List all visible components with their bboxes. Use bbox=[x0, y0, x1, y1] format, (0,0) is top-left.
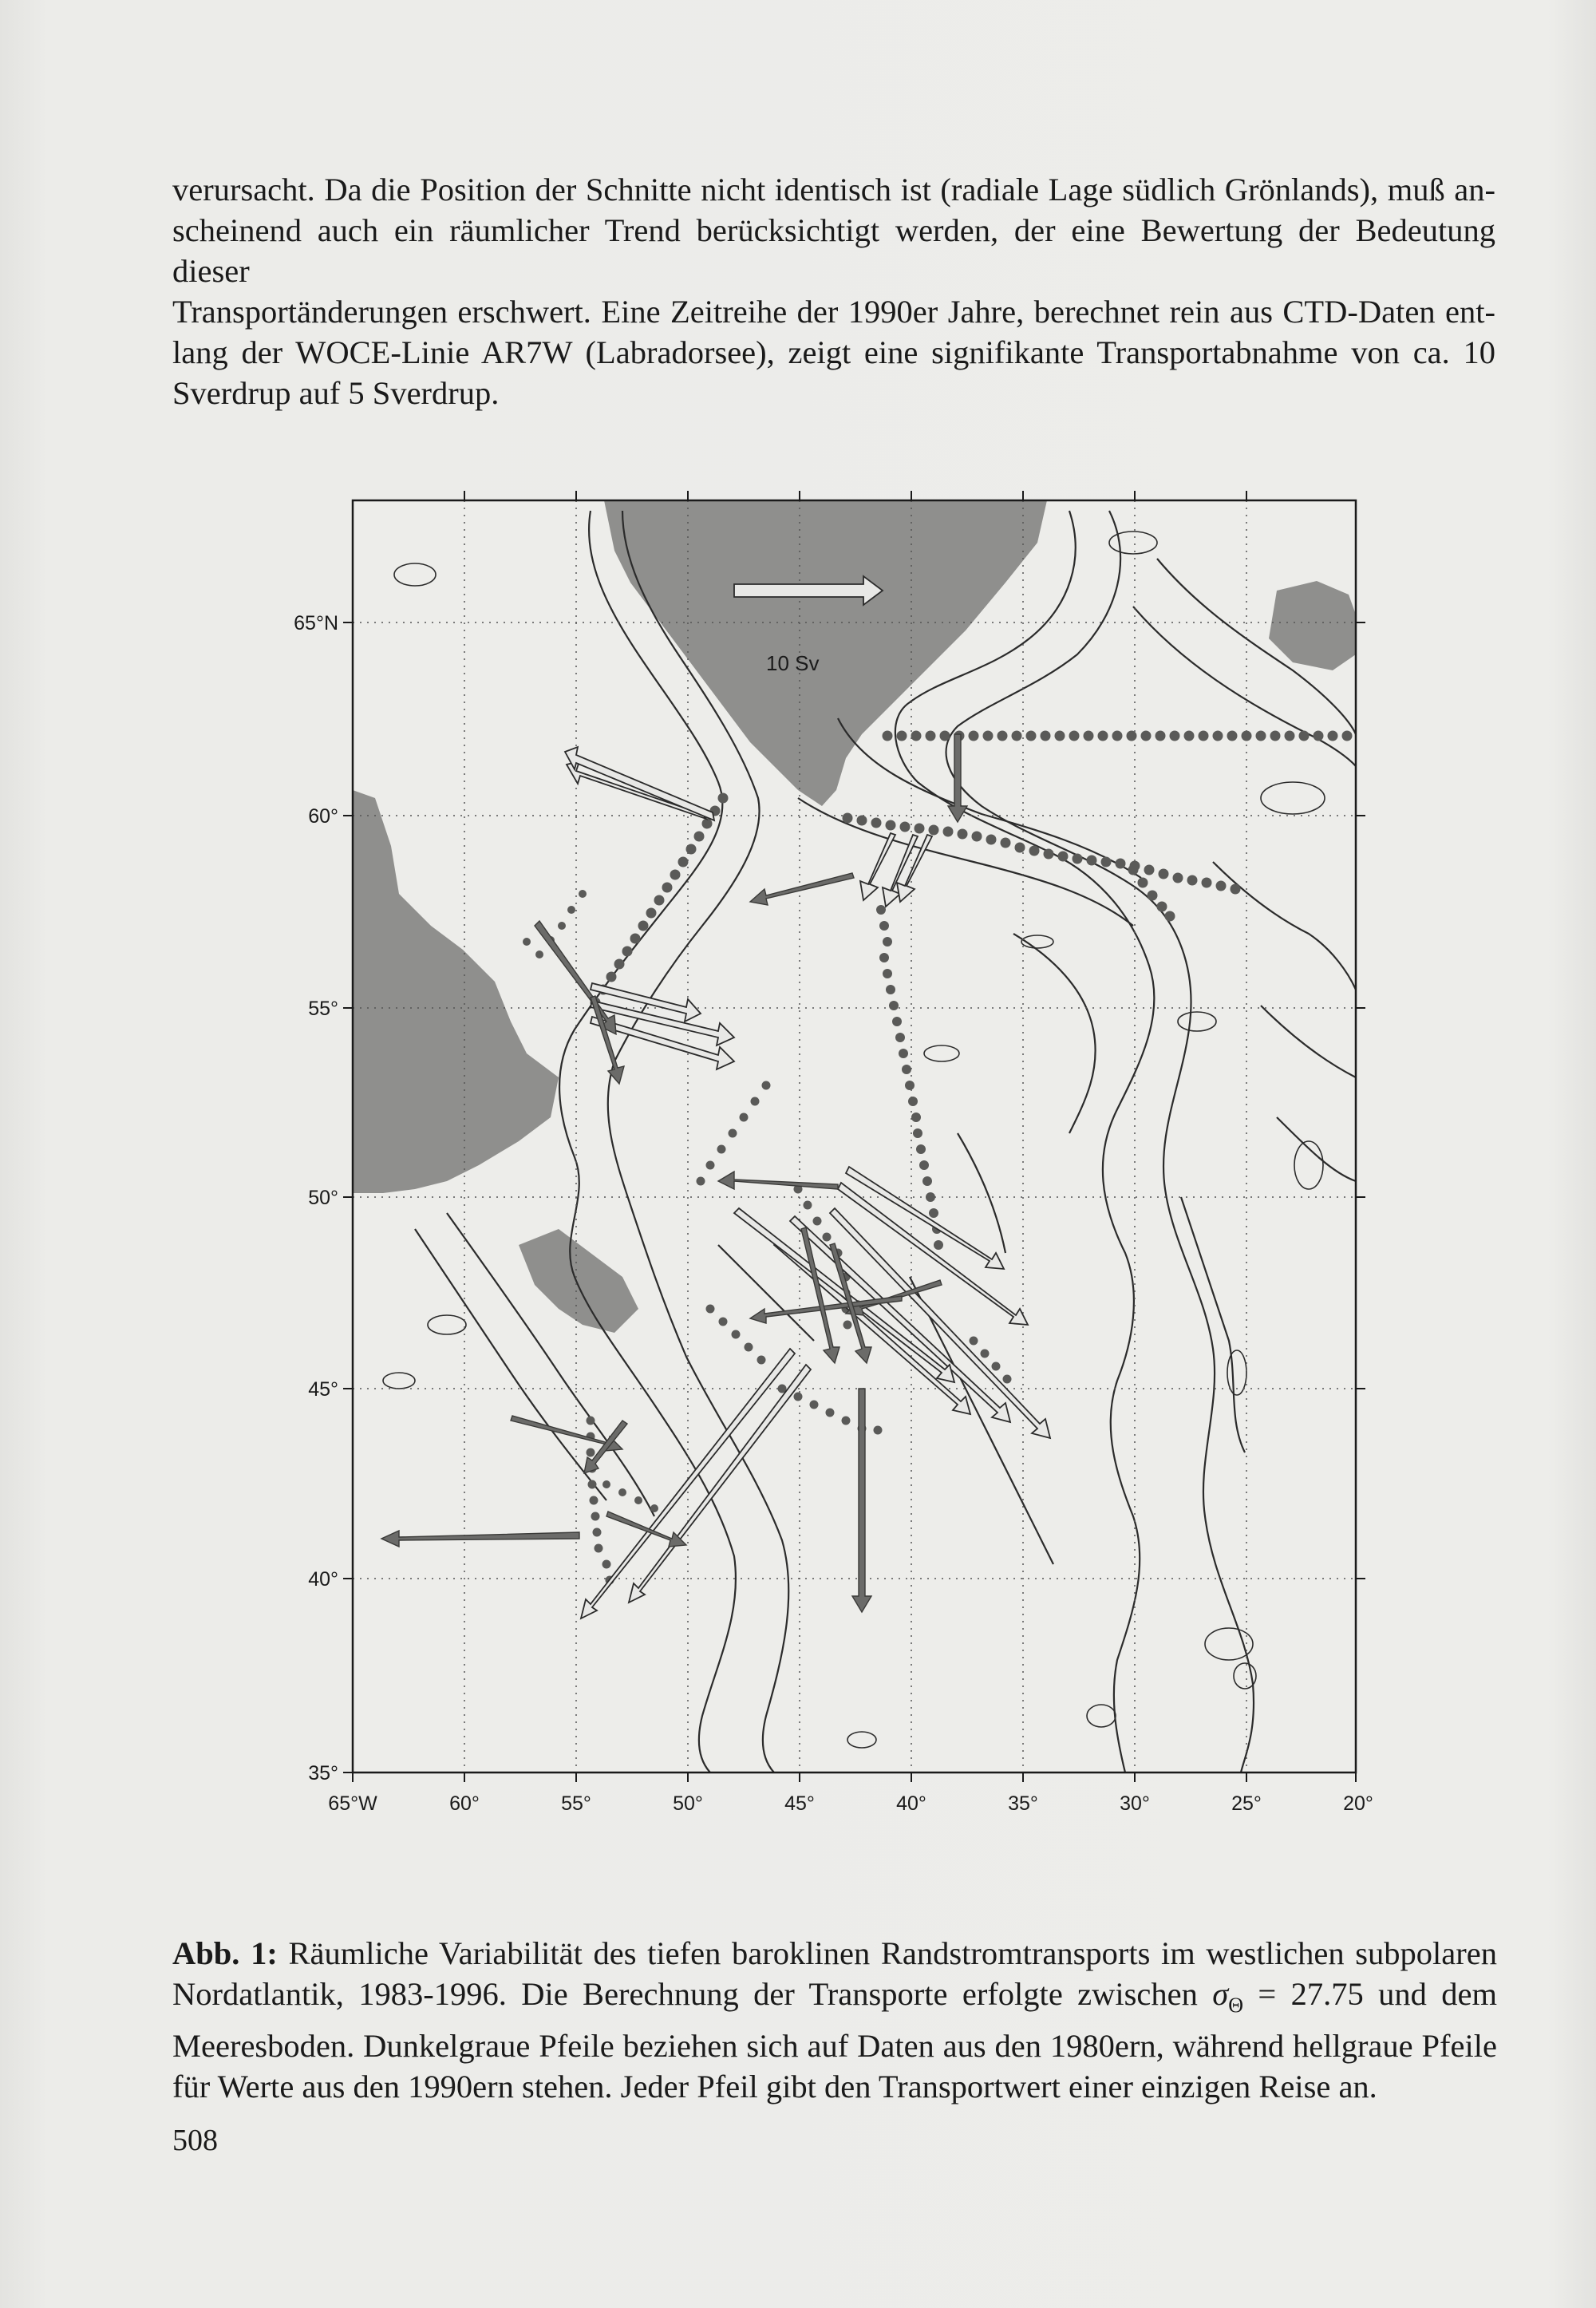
lat-label: 40° bbox=[308, 1568, 338, 1591]
paragraph-line: Sverdrup auf 5 Sverdrup. bbox=[172, 375, 500, 411]
caption-label: Abb. 1: bbox=[172, 1935, 278, 1971]
paragraph-line: Transportänderungen erschwert. Eine Zeitreihe der 1990er Jahre, berechnet rein aus CTD-Daten ent- bbox=[172, 294, 1495, 330]
lon-label: 50° bbox=[673, 1792, 703, 1815]
paragraph-line: lang der WOCE-Linie AR7W (Labradorsee), zeigt eine signifikante Transportabnahme von ca. 10 bbox=[172, 334, 1495, 370]
caption-line: Meeresboden. Dunkelgraue Pfeile beziehen sich auf Daten aus den 1980ern, während hellgraue Pfeile bbox=[172, 2028, 1497, 2065]
lon-label: 35° bbox=[1008, 1792, 1038, 1815]
caption-text: Nordatlantik, 1983-1996. Die Berechnung der Transporte erfolgte zwischen bbox=[172, 1976, 1198, 2012]
lon-label: 30° bbox=[1120, 1792, 1150, 1815]
lon-label: 55° bbox=[561, 1792, 591, 1815]
latitude-labels bbox=[294, 612, 338, 1784]
lat-label: 45° bbox=[308, 1378, 338, 1401]
caption-line bbox=[172, 1974, 1497, 2025]
paragraph-line: scheinend auch ein räumlicher Trend berücksichtigt werden, der eine Bewertung der Bedeutung dieser bbox=[172, 212, 1495, 289]
lon-label: 45° bbox=[784, 1792, 815, 1815]
lon-label: 20° bbox=[1343, 1792, 1373, 1815]
caption-text: Räumliche Variabilität des tiefen baroklinen Randstromtransports im westlichen subpolaren bbox=[288, 1935, 1497, 1971]
sigma-symbol: σ bbox=[1212, 1976, 1229, 2012]
caption-line bbox=[172, 1933, 1497, 1974]
lon-label: 25° bbox=[1231, 1792, 1262, 1815]
longitude-labels bbox=[328, 1792, 1373, 1815]
lon-label: 65°W bbox=[328, 1792, 377, 1815]
lon-label: 60° bbox=[449, 1792, 480, 1815]
lat-label: 35° bbox=[308, 1762, 338, 1784]
scale-label: 10 Sv bbox=[766, 651, 820, 675]
lat-label: 55° bbox=[308, 998, 338, 1020]
caption-text: = 27.75 und dem bbox=[1258, 1976, 1497, 2012]
page-number: 508 bbox=[172, 2124, 218, 2157]
sigma-subscript: Θ bbox=[1228, 1994, 1244, 2018]
caption-line: für Werte aus den 1990ern stehen. Jeder Pfeil gibt den Transportwert einer einzigen Reise an. bbox=[172, 2069, 1377, 2105]
lat-label: 60° bbox=[308, 805, 338, 828]
lon-label: 40° bbox=[896, 1792, 926, 1815]
paragraph-line: verursacht. Da die Position der Schnitte nicht identisch ist (radiale Lage südlich Grönlands), muß an- bbox=[172, 172, 1495, 207]
figure-caption bbox=[172, 1933, 1497, 2107]
lat-label: 50° bbox=[308, 1187, 338, 1209]
lat-label: 65°N bbox=[294, 612, 338, 634]
